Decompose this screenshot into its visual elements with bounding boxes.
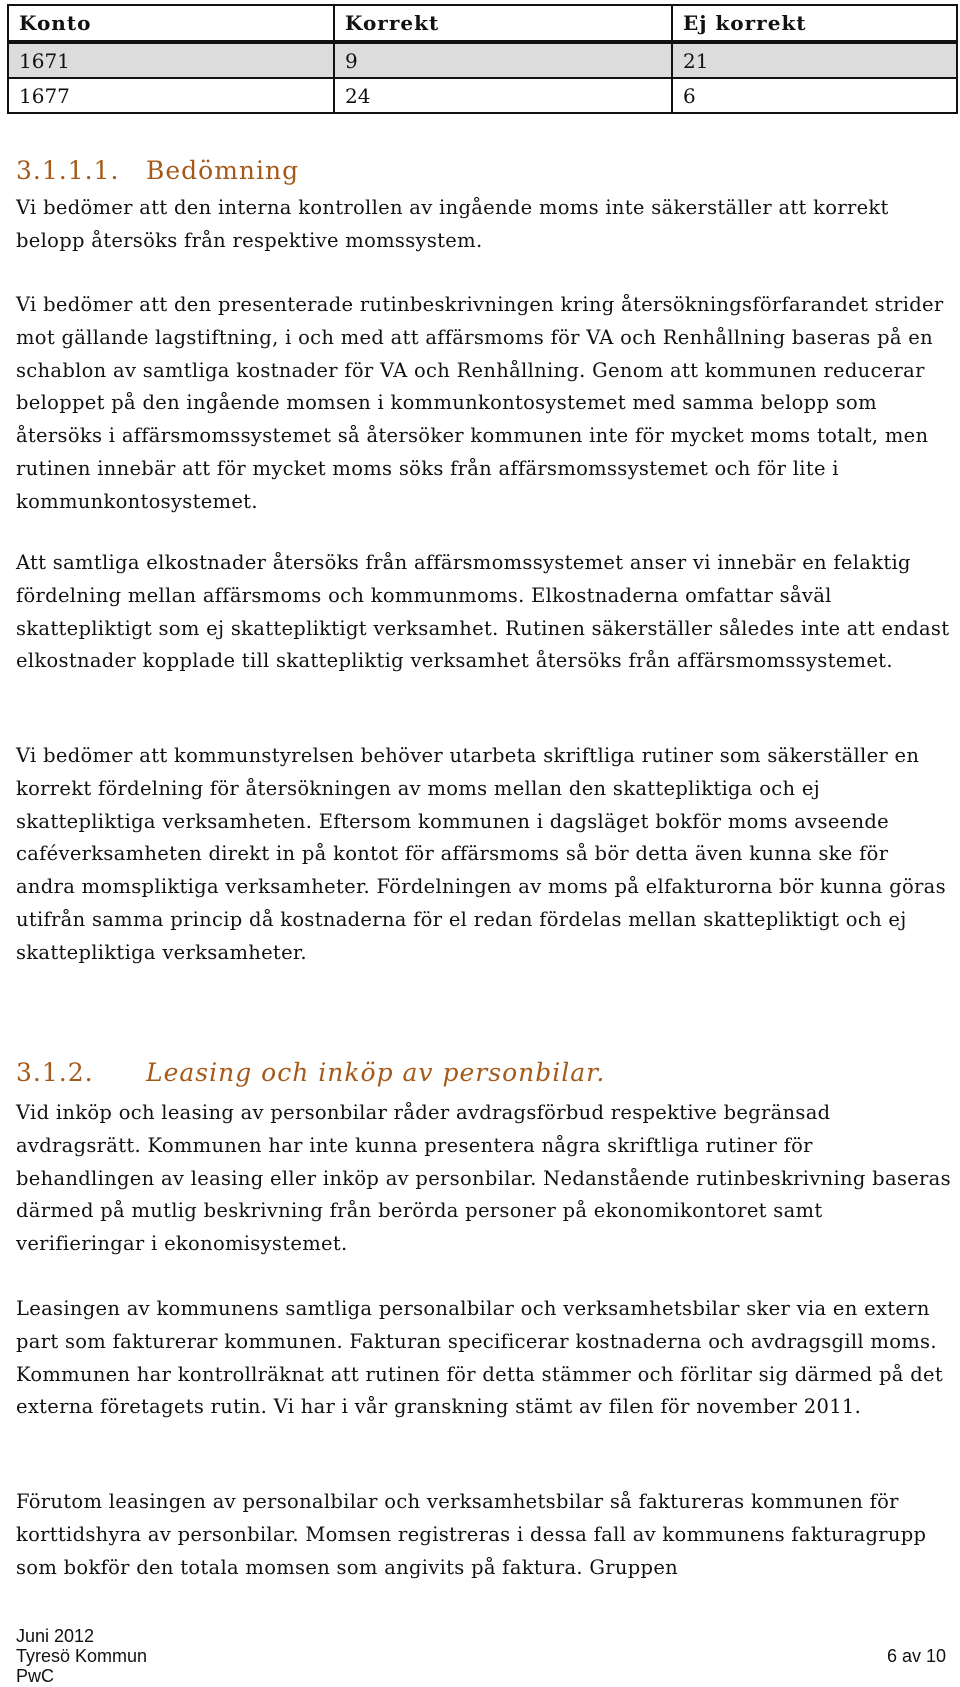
paragraph: Förutom leasingen av personalbilar och verksamhetsbilar så faktureras kommunen för korttidshyra av personbilar. Momsen registreras i dessa fall av kommunens fakturagrupp som bokför den totala momsen som angivits på faktura. Gruppen — [16, 1490, 927, 1579]
section-heading-bedomning — [16, 156, 299, 185]
table-row — [8, 78, 957, 113]
paragraph: Vi bedömer att den interna kontrollen av ingående moms inte säkerställer att korrekt belopp återsöks från respektive momssystem. — [16, 196, 889, 252]
table-header-row — [8, 5, 957, 42]
table-cell: 6 — [672, 78, 957, 113]
table-cell: 24 — [334, 78, 672, 113]
section-title: Bedömning — [146, 156, 300, 185]
column-header-korrekt: Korrekt — [334, 5, 672, 42]
account-table — [7, 4, 958, 114]
paragraph: Vi bedömer att den presenterade rutinbeskrivningen kring återsökningsförfarandet strider mot gällande lagstiftning, i och med att affärsmoms för VA och Renhållning baseras på en schablon av samtliga kostnader för VA och Renhållning. Genom att kommunen reducerar beloppet på den ingående momsen i kommunkontosystemet med samma belopp som återsöks i affärsmomssystemet så återsöker kommunen inte för mycket moms totalt, men rutinen innebär att för mycket moms söks från affärsmomssystemet och för lite i kommunkontosystemet. — [16, 293, 944, 513]
page-footer — [16, 1626, 946, 1686]
table-cell: 1671 — [8, 42, 334, 78]
footer-organization: Tyresö Kommun — [16, 1646, 148, 1666]
paragraph: Leasingen av kommunens samtliga personalbilar och verksamhetsbilar sker via en extern part som fakturerar kommunen. Fakturan specificerar kostnaderna och avdragsgill moms. Kommunen har kontrollräknat att rutinen för detta stämmer och förlitar sig därmed på det externa företagets rutin. Vi har i vår granskning stämt av filen för november 2011. — [16, 1297, 943, 1419]
column-header-konto: Konto — [8, 5, 334, 42]
table-cell: 9 — [334, 42, 672, 78]
section-number: 3.1.1.1. — [16, 156, 120, 185]
footer-author: PwC — [16, 1666, 55, 1686]
table-cell: 1677 — [8, 78, 334, 113]
page-number: 6 av 10 — [886, 1646, 946, 1666]
section-heading-leasing — [16, 1058, 605, 1087]
section-title: Leasing och inköp av personbilar. — [146, 1058, 606, 1087]
table-row — [8, 42, 957, 78]
table-cell: 21 — [672, 42, 957, 78]
paragraph: Att samtliga elkostnader återsöks från affärsmomssystemet anser vi innebär en felaktig fördelning mellan affärsmoms och kommunmoms. Elkostnaderna omfattar såväl skattepliktigt som ej skattepliktigt verksamhet. Rutinen säkerställer således inte att endast elkostnader kopplade till skattepliktig verksamhet återsöks från affärsmomssystemet. — [16, 551, 950, 673]
footer-date: Juni 2012 — [16, 1626, 95, 1646]
column-header-ej-korrekt: Ej korrekt — [672, 5, 957, 42]
paragraph: Vi bedömer att kommunstyrelsen behöver utarbeta skriftliga rutiner som säkerställer en korrekt fördelning för återsökningen av moms mellan den skattepliktiga och ej skattepliktiga verksamheten. Eftersom kommunen i dagsläget bokför moms avseende caféverksamheten direkt in på kontot för affärsmoms så bör detta även kunna ske för andra momspliktiga verksamheter. Fördelningen av moms på elfakturorna bör kunna göras utifrån samma princip då kostnaderna för el redan fördelas mellan skattepliktigt och ej skattepliktiga verksamheter. — [16, 744, 946, 964]
section-number: 3.1.2. — [16, 1058, 94, 1087]
paragraph: Vid inköp och leasing av personbilar råder avdragsförbud respektive begränsad avdragsrätt. Kommunen har inte kunna presentera några skriftliga rutiner för behandlingen av leasing eller inköp av personbilar. Nedanstående rutinbeskrivning baseras därmed på mutlig beskrivning från berörda personer på ekonomikontoret samt verifieringar i ekonomisystemet. — [16, 1101, 951, 1256]
